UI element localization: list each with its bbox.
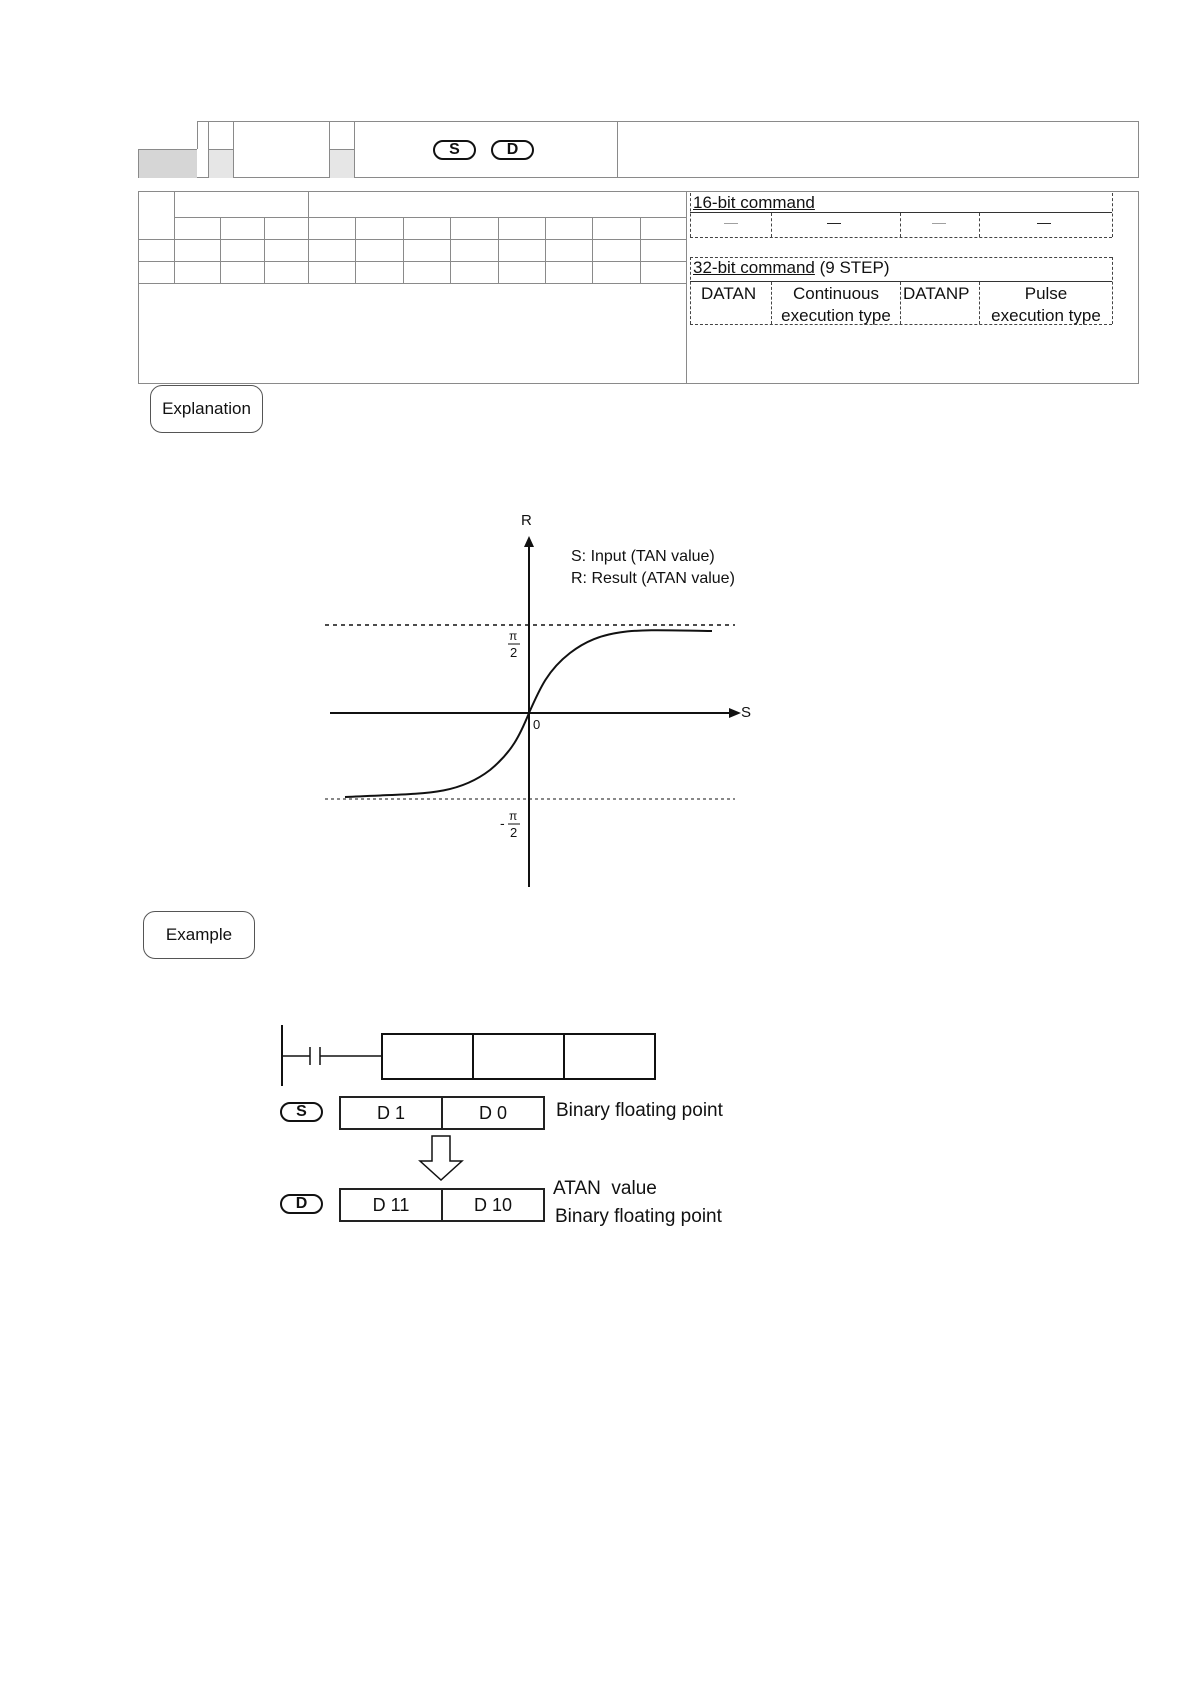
cmd32-title: 32-bit command bbox=[693, 258, 815, 277]
dest-high-word: D 11 bbox=[339, 1188, 443, 1222]
cmd32-continuous-type-2: execution type bbox=[781, 306, 891, 325]
ladder-s-text: S bbox=[296, 1103, 307, 1120]
operand-s-text: S bbox=[449, 141, 460, 158]
source-description: Binary floating point bbox=[556, 1100, 723, 1121]
cmd32-pulse-type-1: Pulse bbox=[1024, 284, 1068, 303]
legend-r: R: Result (ATAN value) bbox=[571, 570, 735, 587]
explanation-label: Explanation bbox=[150, 385, 263, 433]
neg-pi-half-numerator: π bbox=[509, 809, 518, 823]
cmd16-cell-4: — bbox=[1037, 214, 1051, 230]
ladder-s-badge bbox=[280, 1102, 323, 1122]
origin-label: 0 bbox=[533, 717, 541, 732]
cmd16-cell-3: — bbox=[932, 214, 946, 230]
cmd32-steps: (9 STEP) bbox=[819, 258, 890, 277]
neg-pi-half-denominator: 2 bbox=[510, 825, 518, 840]
dest-low-word: D 10 bbox=[441, 1188, 545, 1222]
cmd16-title: 16-bit command bbox=[693, 193, 815, 212]
pi-half-denominator: 2 bbox=[510, 645, 518, 660]
legend-s: S: Input (TAN value) bbox=[571, 548, 715, 565]
instruction-box bbox=[382, 1034, 655, 1079]
cmd16-cell-2: — bbox=[827, 214, 841, 230]
neg-sign: - bbox=[500, 815, 505, 831]
cmd32-pulse-name: DATANP bbox=[903, 284, 970, 303]
y-axis-label: R bbox=[521, 512, 532, 529]
source-high-word: D 1 bbox=[339, 1096, 443, 1130]
dest-description-2: Binary floating point bbox=[555, 1206, 722, 1227]
example-label: Example bbox=[143, 911, 255, 959]
cmd32-pulse-type-2: execution type bbox=[991, 306, 1101, 325]
cmd32-continuous-type-1: Continuous bbox=[792, 284, 879, 303]
dest-description-1: ATAN value bbox=[553, 1178, 657, 1199]
cmd16-cell-1: — bbox=[724, 214, 738, 230]
source-low-word: D 0 bbox=[441, 1096, 545, 1130]
pi-half-numerator: π bbox=[509, 629, 518, 643]
cmd32-continuous-name: DATAN bbox=[701, 284, 757, 303]
ladder-d-text: D bbox=[295, 1195, 308, 1212]
down-arrow-icon bbox=[420, 1136, 462, 1180]
ladder-d-badge bbox=[280, 1194, 323, 1214]
x-axis-label: S bbox=[741, 704, 752, 721]
operand-d-text: D bbox=[506, 141, 519, 158]
